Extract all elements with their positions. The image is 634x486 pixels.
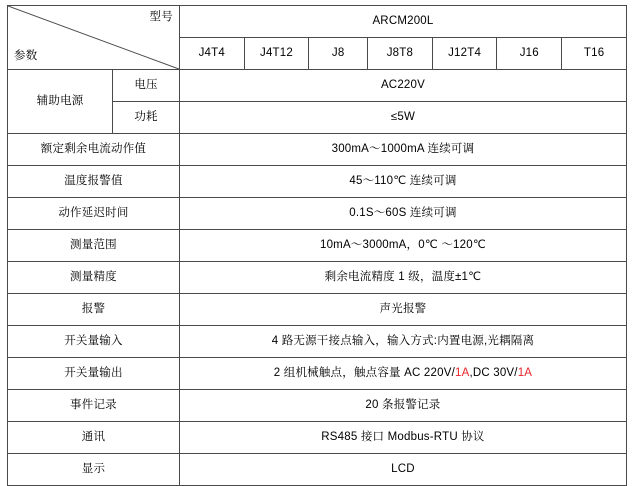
header-corner-cell bbox=[8, 6, 180, 70]
row-value: 声光报警 bbox=[179, 294, 626, 326]
row-sub-label: 电压 bbox=[113, 70, 180, 102]
table-row bbox=[8, 454, 627, 486]
table-row bbox=[8, 294, 627, 326]
row-label: 辅助电源 bbox=[8, 70, 113, 134]
table-row bbox=[8, 230, 627, 262]
row-label: 动作延迟时间 bbox=[8, 198, 180, 230]
model-cell: T16 bbox=[562, 38, 627, 70]
model-cell: J4T4 bbox=[179, 38, 244, 70]
row-value: 10mA～3000mA，0℃ ～120℃ bbox=[179, 230, 626, 262]
row-label: 测量精度 bbox=[8, 262, 180, 294]
value-segment: ,DC 30V/ bbox=[469, 366, 518, 379]
row-value: RS485 接口 Modbus-RTU 协议 bbox=[179, 422, 626, 454]
table-row bbox=[8, 326, 627, 358]
value-segment: 2 组机械触点，触点容量 AC 220V/ bbox=[273, 366, 455, 379]
parameter-header-label: 参数 bbox=[14, 50, 38, 63]
row-label: 开关量输入 bbox=[8, 326, 180, 358]
row-label: 报警 bbox=[8, 294, 180, 326]
row-label: 事件记录 bbox=[8, 390, 180, 422]
model-cell: J12T4 bbox=[432, 38, 497, 70]
row-sub-label: 功耗 bbox=[113, 102, 180, 134]
value-segment: 1A bbox=[517, 366, 533, 379]
specification-table bbox=[7, 5, 627, 486]
row-label: 温度报警值 bbox=[8, 166, 180, 198]
table-row bbox=[8, 422, 627, 454]
table-row bbox=[8, 358, 627, 390]
model-header-label: 型号 bbox=[149, 11, 173, 23]
row-value: ≤5W bbox=[179, 102, 626, 134]
row-label: 额定剩余电流动作值 bbox=[8, 134, 180, 166]
table-row bbox=[8, 390, 627, 422]
model-cell: J8 bbox=[309, 38, 368, 70]
row-value: AC220V bbox=[179, 70, 626, 102]
model-cell: J16 bbox=[497, 38, 562, 70]
model-cell: J4T12 bbox=[244, 38, 309, 70]
table-row bbox=[8, 262, 627, 294]
table-row bbox=[8, 166, 627, 198]
value-segment: 1A bbox=[454, 366, 470, 379]
row-label: 开关量输出 bbox=[8, 358, 180, 390]
row-value: 4 路无源干接点输入，输入方式:内置电源,光耦隔离 bbox=[179, 326, 626, 358]
table-row bbox=[8, 198, 627, 230]
model-cell: J8T8 bbox=[368, 38, 433, 70]
table-row bbox=[8, 70, 627, 102]
row-value: 45～110℃ 连续可调 bbox=[179, 166, 626, 198]
row-label: 显示 bbox=[8, 454, 180, 486]
row-label: 通讯 bbox=[8, 422, 180, 454]
row-label: 测量范围 bbox=[8, 230, 180, 262]
row-value: 300mA～1000mA 连续可调 bbox=[179, 134, 626, 166]
table-header-row bbox=[8, 6, 627, 38]
row-value: 0.1S～60S 连续可调 bbox=[179, 198, 626, 230]
row-value: 20 条报警记录 bbox=[179, 390, 626, 422]
row-value: 剩余电流精度 1 级，温度±1℃ bbox=[179, 262, 626, 294]
table-row bbox=[8, 134, 627, 166]
row-value: LCD bbox=[179, 454, 626, 486]
row-value-parts bbox=[179, 358, 626, 390]
product-name-cell: ARCM200L bbox=[179, 6, 626, 38]
